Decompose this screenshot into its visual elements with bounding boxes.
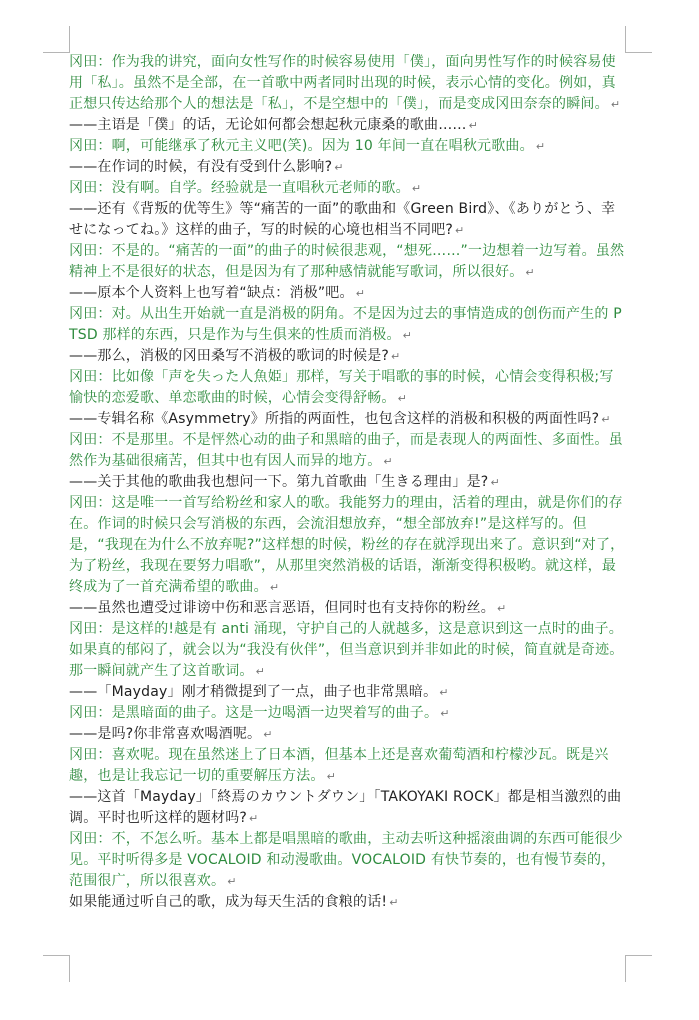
paragraph-text: ——「Mayday」刚才稍微提到了一点，曲子也非常黑暗。 [69,684,438,700]
paragraph-mark-icon: ↵ [227,875,237,888]
paragraph-mark-icon: ↵ [525,266,535,279]
paragraph-mark-icon: ↵ [468,119,479,132]
paragraph-mark-icon: ↵ [402,329,413,342]
paragraph-text: ——那么，消极的冈田桑写不消极的歌词的时候是? [69,348,390,364]
paragraph-text: ——主语是「僕」的话，无论如何都会想起秋元康桑的歌曲…… [69,117,467,133]
paragraph-text: ——原本个人资料上也写着“缺点：消极”吧。 [69,285,354,301]
answer-paragraph [69,178,625,199]
crop-mark-bottom-left [43,955,70,982]
paragraph-mark-icon: ↵ [249,812,259,825]
paragraph-mark-icon: ↵ [397,392,408,405]
paragraph-text: ——还有《背叛的优等生》等“痛苦的一面”的歌曲和《Green Bird》、《ありがとう、幸せになってね。》这样的曲子，写的时候的心境也相当不同吧? [69,201,616,238]
paragraph-text: 冈田：是黑暗面的曲子。这是一边喝酒一边哭着写的曲子。 [69,705,439,721]
paragraph-text: 冈田：比如像「声を失った人魚姫」那样，写关于唱歌的事的时候，心情会变得积极;写愉快的恋爱歌、单恋歌曲的时候，心情会变得舒畅。 [69,369,614,406]
question-paragraph [69,472,625,493]
question-paragraph [69,892,625,913]
question-paragraph [69,724,625,745]
question-paragraph [69,283,625,304]
question-paragraph [69,157,625,178]
answer-paragraph [69,430,625,472]
question-paragraph [69,598,625,619]
paragraph-text: ——在作词的时候，有没有受到什么影响? [69,159,333,175]
paragraph-text: 冈田：啊，可能继承了秋元主义吧(笑)。因为 10 年间一直在唱秋元歌曲。 [69,138,534,154]
paragraph-text: 冈田：作为我的讲究，面向女性写作的时候容易使用「僕」，面向男性写作的时候容易使用「私」。虽然不是全部，在一首歌中两者同时出现的时候，表示心情的变化。例如，真正想只传达给那个人的想法是「私」，不是空想中的「僕」，而是变成冈田奈奈的瞬间。 [69,54,616,112]
crop-mark-top-right [625,26,652,53]
paragraph-text: ——专辑名称《Asymmetry》所指的两面性，也包含这样的消极和积极的两面性吗? [69,411,600,427]
answer-paragraph [69,367,625,409]
paragraph-mark-icon: ↵ [334,161,344,174]
answer-paragraph [69,745,625,787]
paragraph-mark-icon: ↵ [455,224,465,237]
paragraph-mark-icon: ↵ [535,140,546,153]
paragraph-mark-icon: ↵ [490,476,500,489]
paragraph-text: ——这首「Mayday」「終焉のカウントダウン」「TAKOYAKI ROCK」都是相当激烈的曲调。平时也听这样的题材吗? [69,789,622,826]
paragraph-text: 冈田：不是的。“痛苦的一面”的曲子的时候很悲观，“想死……”一边想着一边写着。虽然精神上不是很好的状态，但是因为有了那种感情就能写歌词，所以很好。 [69,243,625,280]
question-paragraph [69,199,625,241]
question-paragraph [69,787,625,829]
answer-paragraph [69,493,625,598]
paragraph-text: 如果能通过听自己的歌，成为每天生活的食粮的话! [69,894,388,910]
paragraph-text: ——关于其他的歌曲我也想问一下。第九首歌曲「生きる理由」是? [69,474,489,490]
paragraph-mark-icon: ↵ [269,581,280,594]
question-paragraph [69,409,625,430]
paragraph-mark-icon: ↵ [326,770,337,783]
question-paragraph [69,682,625,703]
paragraph-mark-icon: ↵ [601,413,611,426]
paragraph-text: 冈田：不，不怎么听。基本上都是唱黑暗的歌曲，主动去听这种摇滚曲调的东西可能很少见。平时听得多是 VOCALOID 和动漫歌曲。VOCALOID 有快节奏的，也有慢节奏的，范围很广，所以很喜欢。 [69,831,623,889]
paragraph-mark-icon: ↵ [497,602,507,615]
paragraph-mark-icon: ↵ [383,455,393,468]
paragraph-mark-icon: ↵ [610,98,621,111]
question-paragraph [69,115,625,136]
paragraph-mark-icon: ↵ [439,686,449,699]
paragraph-mark-icon: ↵ [411,182,422,195]
paragraph-text: 冈田：喜欢呢。现在虽然迷上了日本酒，但基本上还是喜欢葡萄酒和柠檬沙瓦。既是兴趣，也是让我忘记一切的重要解压方法。 [69,747,609,784]
paragraph-text: 冈田：没有啊。自学。经验就是一直唱秋元老师的歌。 [69,180,410,196]
paragraph-text: 冈田：这是唯一一首写给粉丝和家人的歌。我能努力的理由，活着的理由，就是你们的存在。作词的时候只会写消极的东西，会流泪想放弃，“想全部放弃!”是这样写的。但是，“我现在为什么不放弃呢?”这样想的时候，粉丝的存在就浮现出来了。意识到“对了，为了粉丝，我现在要努力唱歌”，从那里突然消极的话语，渐渐变得积极哟。就这样，最终成为了一首充满希望的歌曲。 [69,495,625,595]
paragraph-mark-icon: ↵ [263,728,273,741]
paragraph-text: ——虽然也遭受过诽谤中伤和恶言恶语，但同时也有支持你的粉丝。 [69,600,495,616]
answer-paragraph [69,703,625,724]
answer-paragraph [69,829,625,892]
paragraph-mark-icon: ↵ [255,665,266,678]
document-body[interactable] [69,52,625,913]
answer-paragraph [69,241,625,283]
paragraph-mark-icon: ↵ [391,350,401,363]
paragraph-mark-icon: ↵ [440,707,450,720]
crop-mark-bottom-right [625,955,652,982]
answer-paragraph [69,304,625,346]
paragraph-text: ——是吗?你非常喜欢喝酒呢。 [69,726,262,742]
answer-paragraph [69,136,625,157]
answer-paragraph [69,52,625,115]
paragraph-mark-icon: ↵ [389,896,399,909]
paragraph-text: 冈田：不是那里。不是怦然心动的曲子和黑暗的曲子，而是表现人的两面性、多面性。虽然作为基础很痛苦，但其中也有因人而异的地方。 [69,432,623,469]
paragraph-text: 冈田：对。从出生开始就一直是消极的阴角。不是因为过去的事情造成的创伤而产生的 PTSD 那样的东西，只是作为与生俱来的性质而消极。 [69,306,622,343]
paragraph-text: 冈田：是这样的!越是有 anti 涌现，守护自己的人就越多，这是意识到这一点时的曲子。如果真的郁闷了，就会以为“我没有伙伴”，但当意识到并非如此的时候，简直就是奇迹。那一瞬间就产生了这首歌词。 [69,621,624,679]
answer-paragraph [69,619,625,682]
paragraph-mark-icon: ↵ [355,287,366,300]
crop-mark-top-left [43,26,70,53]
question-paragraph [69,346,625,367]
